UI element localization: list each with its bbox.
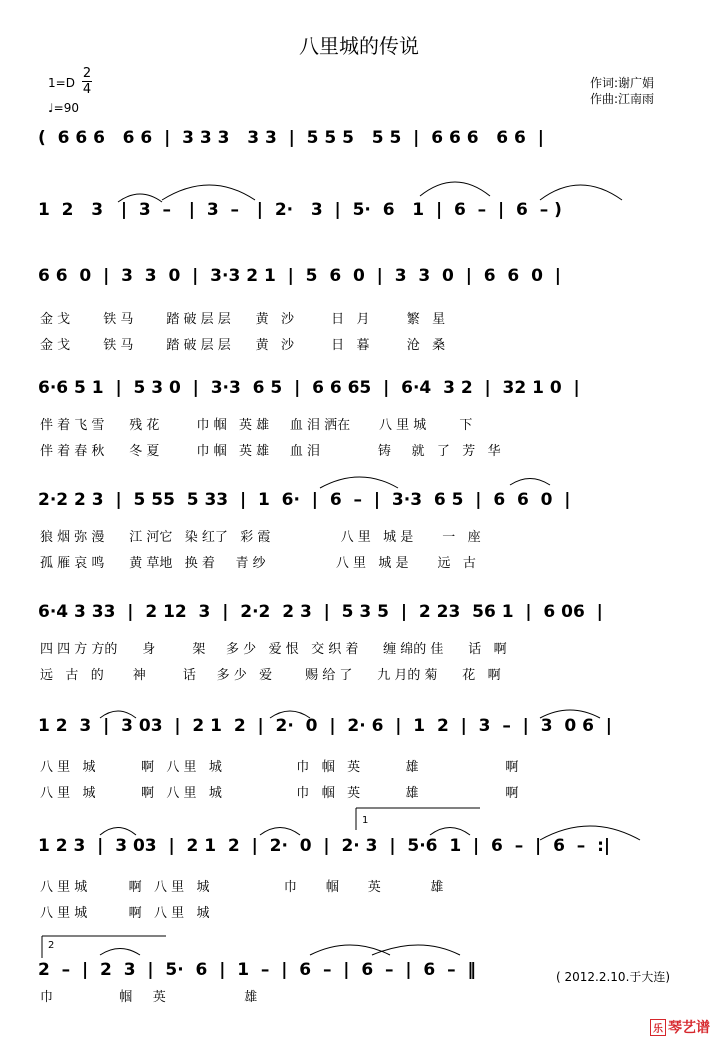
lyric-line: 远 古 的 神 话 多 少 爱 赐 给 了 九 月的 菊 花 啊 [40,668,501,683]
lyric-line: 八 里 城 啊 八 里 城 巾 帼 英 雄 啊 [40,760,519,775]
time-signature [82,66,92,97]
lyric-line: 伴 着 春 秋 冬 夏 巾 帼 英 雄 血 泪 铸 就 了 芳 华 [40,444,501,459]
key-signature: 1=D [48,76,75,90]
time-top: 2 [82,66,92,81]
lyric-line: 八 里 城 啊 八 里 城 [40,906,210,921]
lyric-line: 伴 着 飞 雪 残 花 巾 帼 英 雄 血 泪 洒在 八 里 城 下 [40,418,473,433]
notation-line: 1 2 3 | 3 – | 3 – | 2· 3 | 5· 6 1 | 6 – | 6 – ) [38,200,562,220]
lyric-line: 金 戈 铁 马 踏 破 层 层 黄 沙 日 暮 沧 桑 [40,338,446,353]
notation-line: 6·6 5 1 | 5 3 0 | 3·3 6 5 | 6 6 65 | 6·4 3 2 | 32 1 0 | [38,378,580,398]
composer: 作曲:江南雨 [590,92,655,106]
lyric-line: 巾 帼 英 雄 [40,990,258,1005]
volta-2: 2 [48,940,55,951]
lyric-line: 八 里 城 啊 八 里 城 巾 帼 英 雄 啊 [40,786,519,801]
lyric-line: 孤 雁 哀 鸣 黄 草地 换 着 青 纱 八 里 城 是 远 古 [40,556,476,571]
date-signature: ( 2012.2.10.于大连) [556,970,671,984]
lyric-line: 狼 烟 弥 漫 江 河它 染 红了 彩 霞 八 里 城 是 一 座 [40,530,481,545]
notation-line: 1 2 3 | 3 03 | 2 1 2 | 2· 0 | 2· 3 | 5·6 1 | 6 – | 6 – :| [38,836,611,856]
logo-text: 琴艺谱 [668,1020,710,1036]
notation-line: 2·2 2 3 | 5 55 5 33 | 1 6· | 6 – | 3·3 6 5 | 6 6 0 | [38,490,571,510]
lyricist: 作词:谢广娟 [590,76,655,90]
lyric-line: 八 里 城 啊 八 里 城 巾 帼 英 雄 [40,880,444,895]
notation-line: ( 6 6 6 6 6 | 3 3 3 3 3 | 5 5 5 5 5 | 6 6 6 6 6 | [38,128,544,148]
volta-1: 1 [362,815,369,826]
logo-box: 乐 [650,1019,666,1036]
lyric-line: 四 四 方 方的 身 架 多 少 爱 恨 交 织 着 缠 绵的 佳 话 啊 [40,642,507,657]
notation-line: 6·4 3 33 | 2 12 3 | 2·2 2 3 | 5 3 5 | 2 23 56 1 | 6 06 | [38,602,603,622]
notation-line: 1 2 3 | 3 03 | 2 1 2 | 2· 0 | 2· 6 | 1 2 | 3 – | 3 0 6 | [38,716,612,736]
notation-line: 2 – | 2 3 | 5· 6 | 1 – | 6 – | 6 – | 6 – ‖ [38,960,476,980]
song-title: 八里城的传说 [299,34,419,58]
lyric-line: 金 戈 铁 马 踏 破 层 层 黄 沙 日 月 繁 星 [40,312,446,327]
time-bottom: 4 [82,82,92,97]
site-logo [650,1017,710,1037]
notation-line: 6 6 0 | 3 3 0 | 3·3 2 1 | 5 6 0 | 3 3 0 | 6 6 0 | [38,266,561,286]
tempo-mark: ♩=90 [48,101,79,115]
